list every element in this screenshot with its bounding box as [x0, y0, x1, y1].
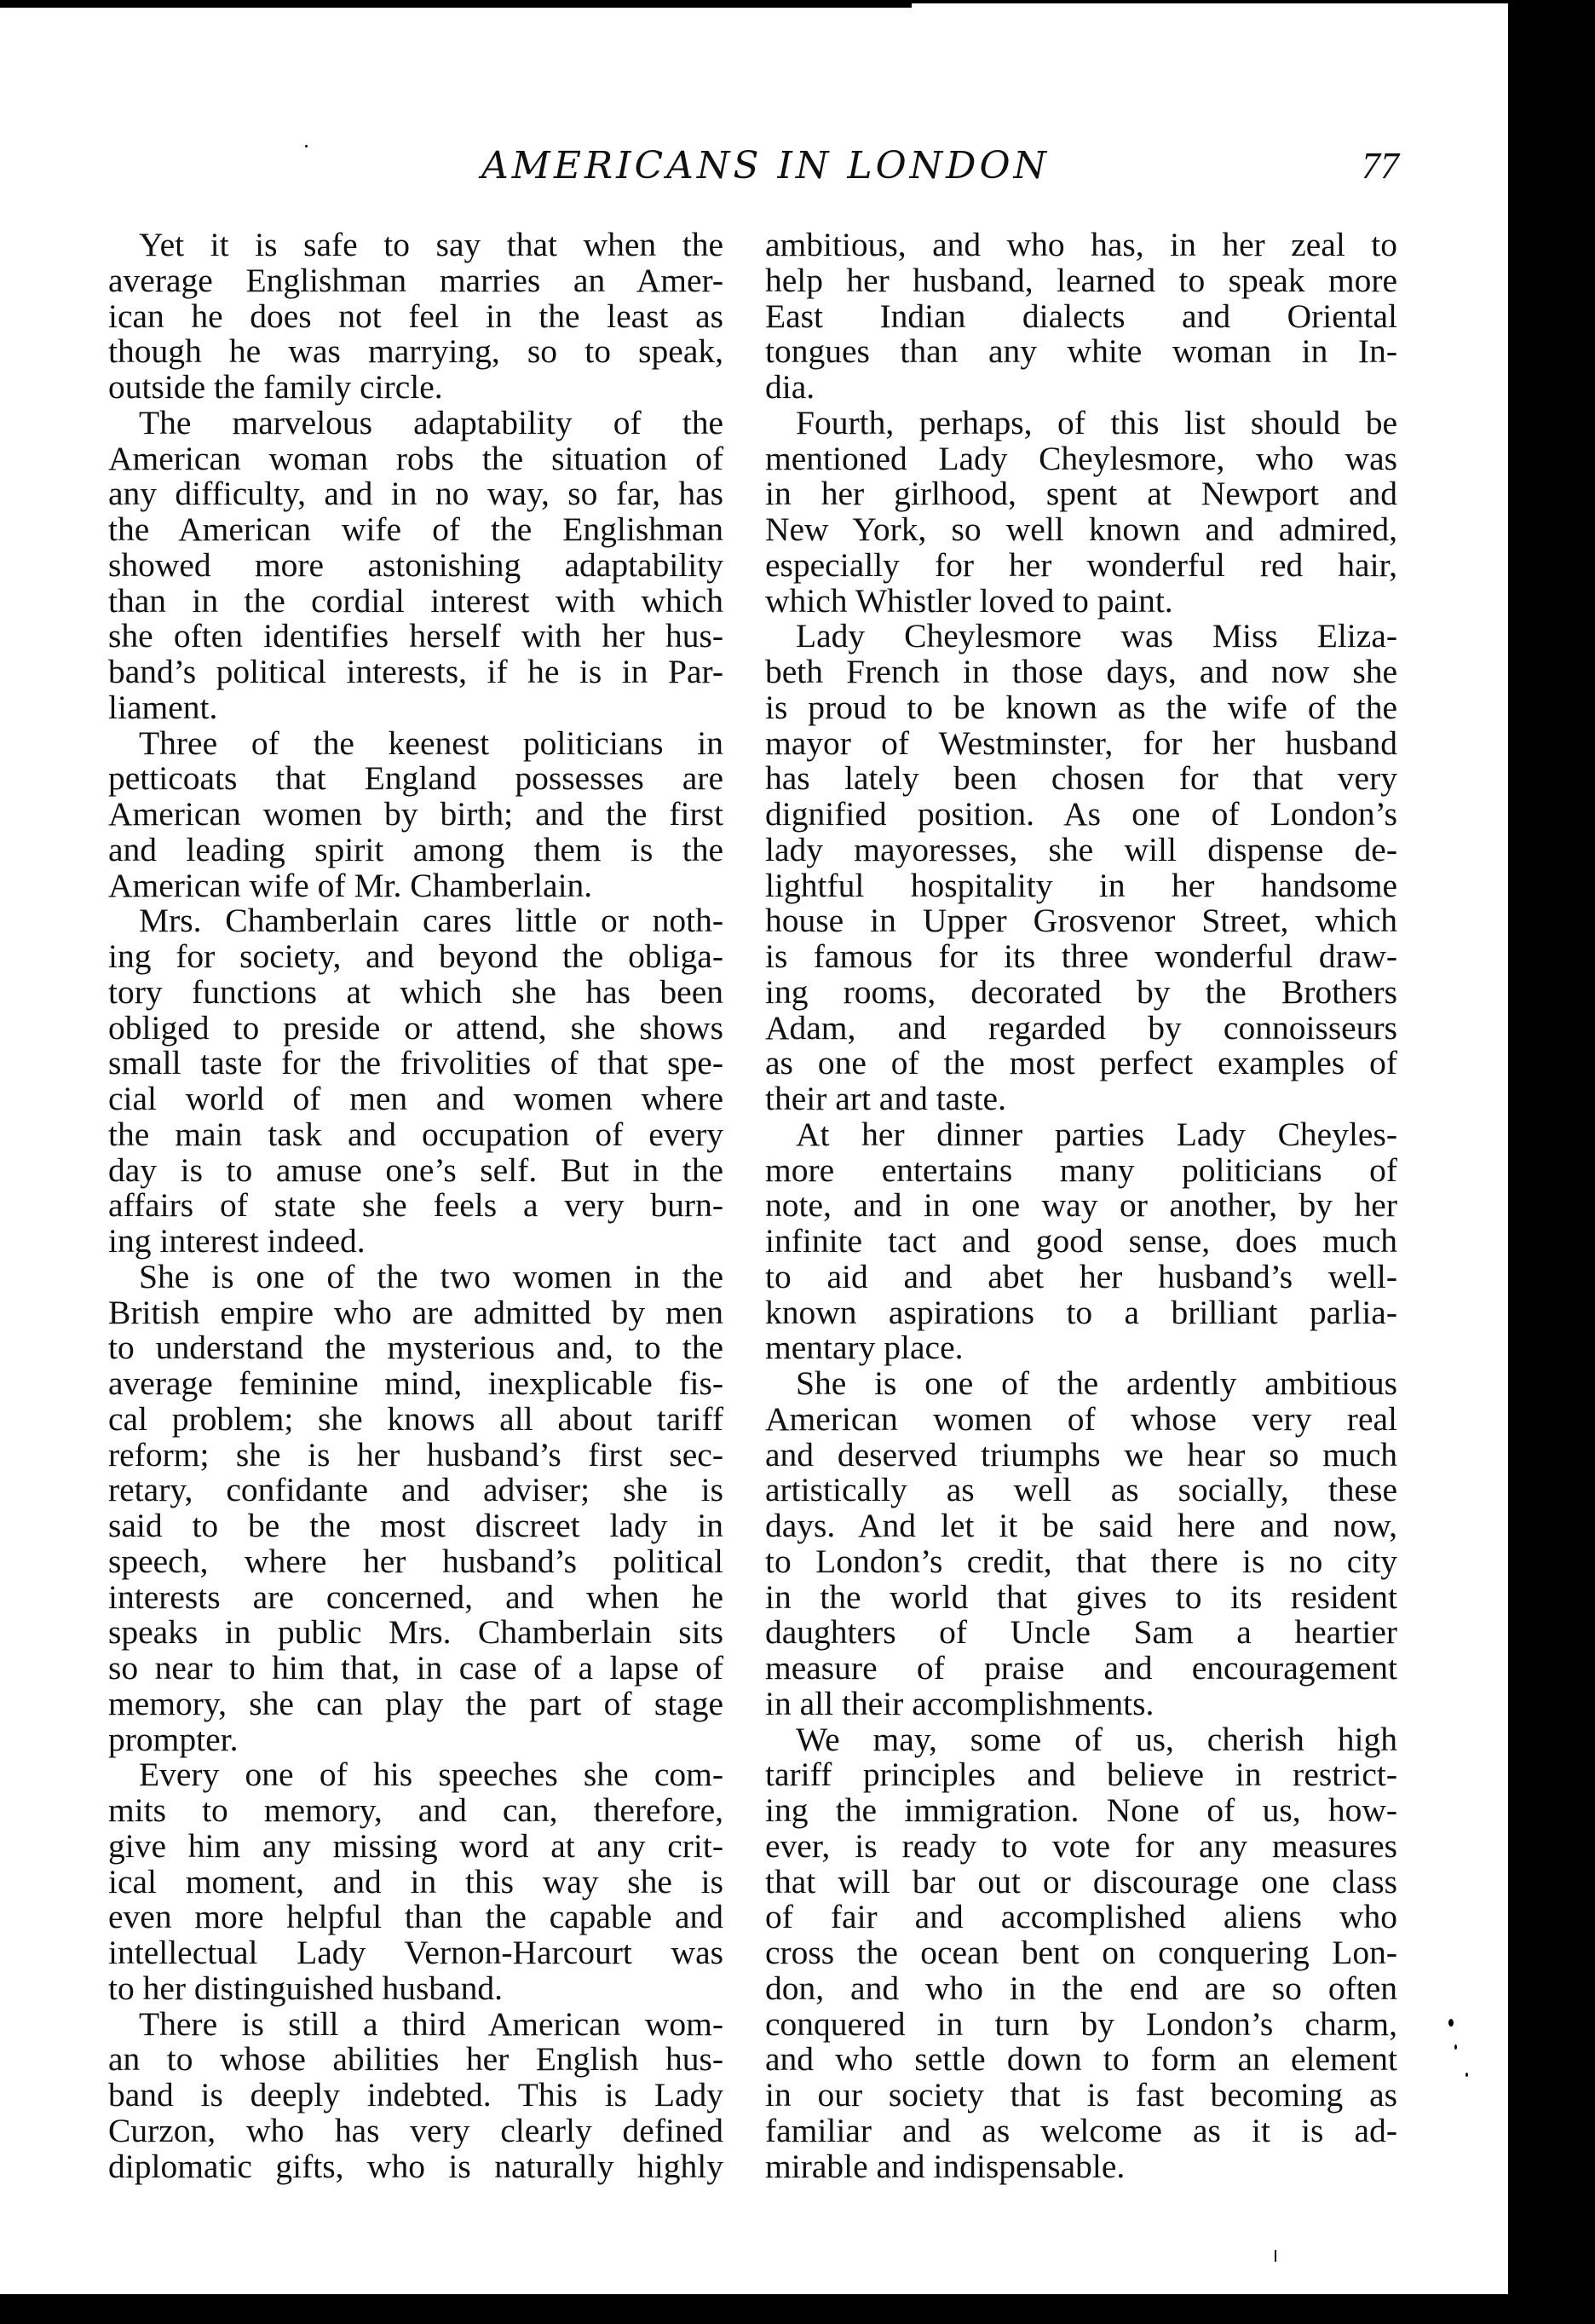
- text-line: day is to amuse one’s self. But in the: [108, 1150, 723, 1189]
- text-line: speech, where her husband’s political: [108, 1542, 723, 1580]
- text-line: measure of praise and encouragement: [765, 1649, 1397, 1687]
- text-line: mentary place.: [765, 1329, 964, 1367]
- text-line: tongues than any white woman in In-: [765, 332, 1397, 371]
- text-line: mits to memory, and can, therefore,: [108, 1791, 723, 1829]
- text-line: reform; she is her husband’s first sec-: [108, 1435, 723, 1473]
- text-line: liament.: [108, 688, 218, 726]
- text-line: especially for her wonderful red hair,: [765, 545, 1397, 584]
- text-line: American woman robs the situation of: [108, 439, 723, 477]
- scan-speck: [1448, 2019, 1454, 2027]
- text-line: ing the immigration. None of us, how-: [765, 1791, 1397, 1829]
- text-line: help her husband, learned to speak more: [765, 261, 1397, 299]
- text-line: is proud to be known as the wife of the: [765, 688, 1397, 726]
- text-line: and deserved triumphs we hear so much: [765, 1435, 1397, 1473]
- text-line: artistically as well as socially, these: [765, 1471, 1397, 1509]
- text-line: she often identifies herself with her hus-: [108, 617, 723, 655]
- text-line: cial world of men and women where: [108, 1080, 723, 1117]
- text-line: dia.: [765, 368, 815, 406]
- text-line: known aspirations to a brilliant parlia-: [765, 1293, 1397, 1331]
- text-line: that will bar out or discourage one class: [765, 1862, 1397, 1900]
- text-line: ican he does not feel in the least as: [108, 297, 723, 335]
- text-line: East Indian dialects and Oriental: [765, 297, 1397, 335]
- text-line: outside the family circle.: [108, 368, 443, 406]
- text-line: though he was marrying, so to speak,: [108, 332, 723, 371]
- text-line: Three of the keenest politicians in: [139, 724, 723, 762]
- text-line: house in Upper Grosvenor Street, which: [765, 902, 1397, 940]
- text-line: infinite tact and good sense, does much: [765, 1222, 1397, 1260]
- text-line: intellectual Lady Vernon-Harcourt was: [108, 1934, 723, 1971]
- text-line: American wife of Mr. Chamberlain.: [108, 866, 593, 904]
- text-line: don, and who in the end are so often: [765, 1969, 1397, 2007]
- text-line: beth French in those days, and now she: [765, 653, 1397, 690]
- text-line: obliged to preside or attend, she shows: [108, 1008, 723, 1047]
- text-line: daughters of Uncle Sam a heartier: [765, 1613, 1397, 1652]
- text-line: New York, so well known and admired,: [765, 510, 1397, 548]
- text-line: even more helpful than the capable and: [108, 1898, 723, 1936]
- text-line: an to whose abilities her English hus-: [108, 2040, 723, 2079]
- text-line: familiar and as welcome as it is ad-: [765, 2111, 1397, 2149]
- text-line: ever, is ready to vote for any measures: [765, 1826, 1397, 1865]
- text-line: She is one of the two women in the: [139, 1257, 723, 1295]
- text-line: The marvelous adaptability of the: [139, 403, 723, 441]
- text-line: to London’s credit, that there is no city: [765, 1542, 1397, 1580]
- text-line: and who settle down to form an element: [765, 2040, 1397, 2079]
- scan-speck: [1454, 2044, 1457, 2050]
- text-line: ambitious, and who has, in her zeal to: [765, 226, 1397, 263]
- text-line: tariff principles and believe in restrict-: [765, 1756, 1397, 1794]
- text-line: American women by birth; and the first: [108, 795, 723, 833]
- text-line: ing rooms, decorated by the Brothers: [765, 972, 1397, 1011]
- text-line: which Whistler loved to paint.: [765, 581, 1173, 620]
- text-line: ing for society, and beyond the obliga-: [108, 937, 723, 975]
- scan-speck: [305, 145, 308, 147]
- text-line: diplomatic gifts, who is naturally highly: [108, 2147, 723, 2185]
- text-line: Every one of his speeches she com-: [139, 1756, 723, 1794]
- text-line: the main task and occupation of every: [108, 1115, 723, 1153]
- text-line: said to be the most discreet lady in: [108, 1507, 723, 1544]
- text-line: Lady Cheylesmore was Miss Eliza-: [796, 617, 1397, 655]
- text-line: petticoats that England possesses are: [108, 759, 723, 798]
- text-line: so near to him that, in case of a lapse of: [108, 1649, 723, 1687]
- text-line: interests are concerned, and when he: [108, 1577, 723, 1616]
- text-line: speaks in public Mrs. Chamberlain sits: [108, 1613, 723, 1652]
- text-line: British empire who are admitted by men: [108, 1293, 723, 1331]
- text-line: Mrs. Chamberlain cares little or noth-: [139, 902, 723, 940]
- text-line: to aid and abet her husband’s well-: [765, 1257, 1397, 1295]
- text-line: At her dinner parties Lady Cheyles-: [796, 1115, 1397, 1153]
- text-line: is famous for its three wonderful draw-: [765, 937, 1397, 975]
- text-line: in the world that gives to its resident: [765, 1577, 1397, 1616]
- running-title: AMERICANS IN LONDON: [481, 144, 1051, 187]
- text-line: to her distinguished husband.: [108, 1969, 503, 2007]
- text-line: Curzon, who has very clearly defined: [108, 2111, 723, 2149]
- text-line: band’s political interests, if he is in Par-: [108, 653, 723, 690]
- text-line: any difficulty, and in no way, so far, has: [108, 475, 723, 513]
- scan-speck: [1465, 2073, 1468, 2077]
- text-line: Adam, and regarded by connoisseurs: [765, 1008, 1397, 1047]
- text-line: small taste for the frivolities of that spe-: [108, 1044, 723, 1082]
- text-line: She is one of the ardently ambitious: [796, 1364, 1397, 1402]
- text-line: prompter.: [108, 1720, 239, 1758]
- text-line: ing interest indeed.: [108, 1222, 366, 1260]
- scan-speck: [1275, 2250, 1276, 2262]
- text-line: than in the cordial interest with which: [108, 581, 723, 620]
- text-line: We may, some of us, cherish high: [796, 1720, 1397, 1758]
- text-line: band is deeply indebted. This is Lady: [108, 2076, 723, 2114]
- page-number: 77: [1362, 145, 1399, 187]
- text-line: of fair and accomplished aliens who: [765, 1898, 1397, 1936]
- text-line: cal problem; she knows all about tariff: [108, 1399, 723, 1438]
- text-line: affairs of state she feels a very burn-: [108, 1186, 723, 1225]
- text-line: give him any missing word at any crit-: [108, 1826, 723, 1865]
- text-line: cross the ocean bent on conquering Lon-: [765, 1934, 1397, 1971]
- text-line: mayor of Westminster, for her husband: [765, 724, 1397, 762]
- text-line: tory functions at which she has been: [108, 972, 723, 1011]
- text-line: has lately been chosen for that very: [765, 759, 1397, 798]
- text-line: in all their accomplishments.: [765, 1684, 1155, 1722]
- text-line: retary, confidante and adviser; she is: [108, 1471, 723, 1509]
- text-line: There is still a third American wom-: [139, 2004, 723, 2043]
- book-page: [0, 3, 1508, 2294]
- text-line: their art and taste.: [765, 1080, 1006, 1117]
- text-line: Yet it is safe to say that when the: [139, 226, 723, 263]
- text-line: memory, she can play the part of stage: [108, 1684, 723, 1722]
- text-line: in our society that is fast becoming as: [765, 2076, 1397, 2114]
- text-line: mentioned Lady Cheylesmore, who was: [765, 439, 1397, 477]
- scan-edge-top: [0, 3, 912, 8]
- text-line: more entertains many politicians of: [765, 1150, 1397, 1189]
- text-line: ical moment, and in this way she is: [108, 1862, 723, 1900]
- text-line: dignified position. As one of London’s: [765, 795, 1397, 833]
- text-line: average Englishman marries an Amer-: [108, 261, 723, 299]
- text-line: as one of the most perfect examples of: [765, 1044, 1397, 1082]
- text-line: American women of whose very real: [765, 1399, 1397, 1438]
- text-line: to understand the mysterious and, to the: [108, 1329, 723, 1367]
- text-line: lady mayoresses, she will dispense de-: [765, 830, 1397, 868]
- text-line: note, and in one way or another, by her: [765, 1186, 1397, 1225]
- text-line: in her girlhood, spent at Newport and: [765, 475, 1397, 513]
- text-line: lightful hospitality in her handsome: [765, 866, 1397, 904]
- text-line: the American wife of the Englishman: [108, 510, 723, 548]
- text-line: days. And let it be said here and now,: [765, 1507, 1397, 1544]
- text-line: mirable and indispensable.: [765, 2147, 1126, 2185]
- text-line: Fourth, perhaps, of this list should be: [796, 403, 1397, 441]
- text-line: showed more astonishing adaptability: [108, 545, 723, 584]
- text-line: and leading spirit among them is the: [108, 830, 723, 868]
- text-line: average feminine mind, inexplicable fis-: [108, 1364, 723, 1402]
- text-line: conquered in turn by London’s charm,: [765, 2004, 1397, 2043]
